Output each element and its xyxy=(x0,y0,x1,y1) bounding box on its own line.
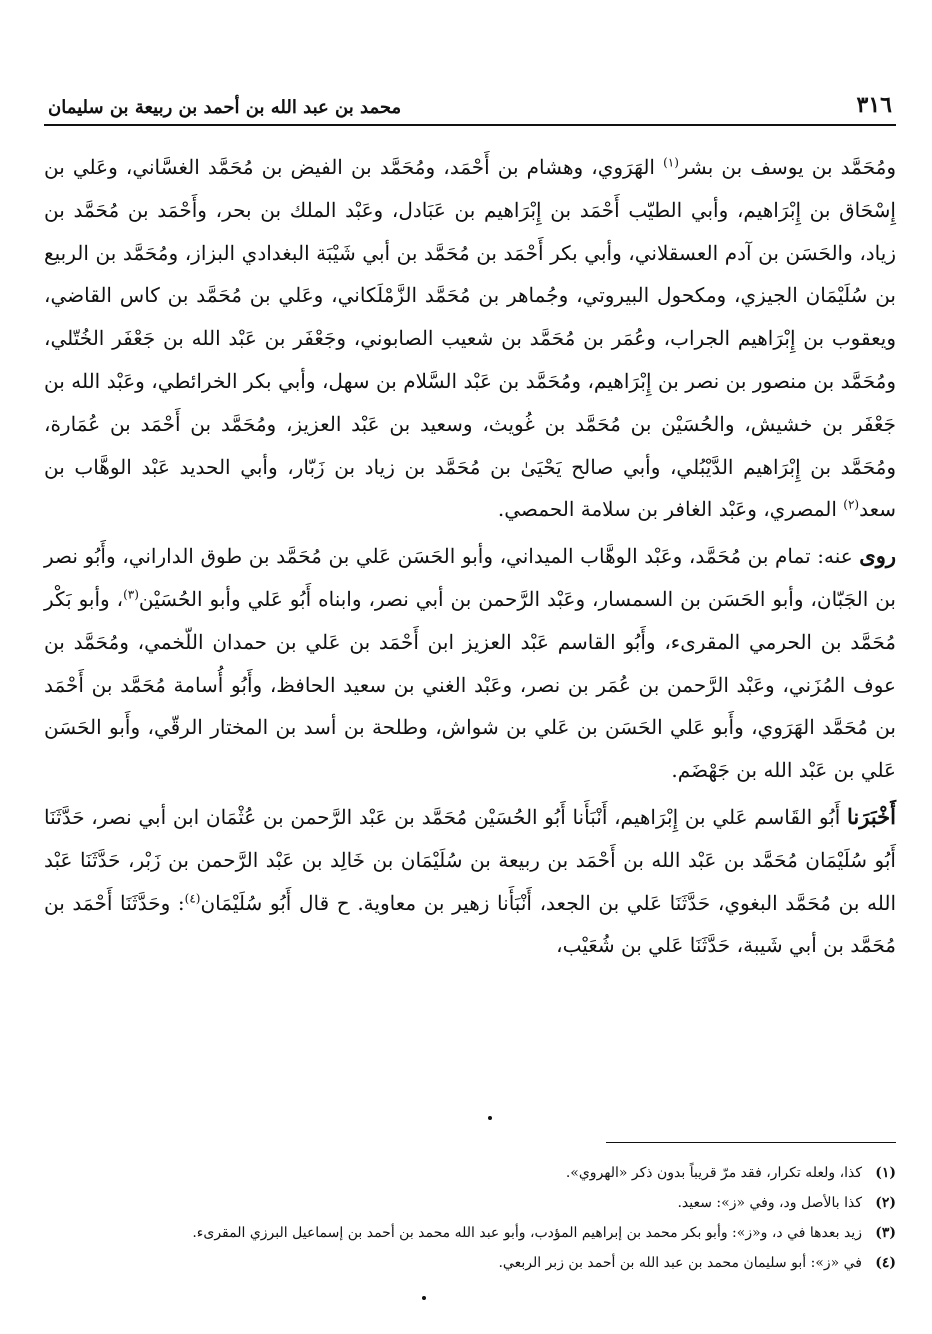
footnote-4 xyxy=(44,1250,896,1277)
footnote-1 xyxy=(44,1160,896,1187)
text-run: الهَرَوي، وهشام بن أَحْمَد، ومُحَمَّد بن الفيض بن مُحَمَّد الغسَّاني، وعَلي بن إِسْحَاق بن إِبْرَاهيم، وأبي الطيّب أَحْمَد بن إِبْرَاهيم بن عَبَادل، وعَبْد الملك بن بحر، وأَحْمَد بن مُحَمَّد بن زياد، والحَسَن بن آدم العسقلاني، وأبي بكر أَحْمَد بن مُحَمَّد بن أبي شَيْبَة البغدادي البزاز، ومُحَمَّد بن الربيع بن سُلَيْمَان الجيزي، ومكحول البيروتي، وجُماهر بن مُحَمَّد الزَّمْلَكاني، وعَلي بن مُحَمَّد بن كاس القاضي، ويعقوب بن إِبْرَاهيم الجراب، وعُمَر بن مُحَمَّد بن شعيب الصابوني، وجَعْفَر بن عَبْد الله بن جَعْفَر الخُتّلي، ومُحَمَّد بن منصور بن نصر بن إِبْرَاهيم، ومُحَمَّد بن عَبْد السَّلام بن سهل، وأبي بكر الخرائطي، وعَبْد الله بن جَعْفَر بن خشيش، والحُسَيْن بن مُحَمَّد بن غُويث، وسعيد بن عَبْد العزيز، ومُحَمَّد بن أَحْمَد بن عُمَارة، ومُحَمَّد بن إِبْرَاهيم الدَّيْبُلي، وأبي صالح يَحْيَىٰ بن مُحَمَّد بن زياد بن زَبّار، وأبي الحديد عَبْد الوهَّاب بن سعد xyxy=(44,155,896,522)
text-run: ، وأبو بَكْر مُحَمَّد بن الحرمي المقرىء، وأَبُو القاسم عَبْد العزيز ابن أَحْمَد بن عَلي بن حمدان اللّخمي، ومُحَمَّد بن عوف المُزَني، وعَبْد الرَّحمن بن عُمَر بن نصر، وعَبْد الغني بن سعيد الحافظ، وأَبُو أُسامة مُحَمَّد بن أَحْمَد بن مُحَمَّد الهَرَوي، وأَبو عَلي الحَسَن بن عَلي بن شواش، وطلحة بن أسد بن المختار الرقّي، وأَبو الحَسَن عَلي بن عَبْد الله بن جَهْضَم. xyxy=(44,586,896,783)
lead-word-rawa: روى xyxy=(859,543,896,569)
text-run: أَبُو القَاسم عَلي بن إِبْرَاهيم، أَنْبَأَنا أَبُو الحُسَيْن مُحَمَّد بن عَبْد الرَّحمن بن عُثْمَان ابن أبي نصر، حَدَّثَنَا أَبُو سُلَيْمَان مُحَمَّد بن عَبْد الله بن أَحْمَد بن ربيعة بن سُلَيْمَان بن خَالِد بن عَبْد الرَّحمن بن زَبْر، حَدَّثَنَا عَبْد الله بن مُحَمَّد البغوي، حَدَّثَنَا عَلي بن الجعد، أَنْبَأَنا زهير بن معاوية. ح قال أَبُو سُلَيْمَان xyxy=(44,804,897,915)
footnote-text: كذا، ولعله تكرار، فقد مرّ قريباً بدون ذكر «الهروي». xyxy=(565,1165,862,1181)
text-run: : وحَدَّثَنَا أَحْمَد بن مُحَمَّد بن أبي شَيبة، حَدَّثَنَا عَلي بن شُعَيْب، xyxy=(44,890,896,958)
book-page xyxy=(44,82,896,1312)
paragraph-isnad xyxy=(44,796,896,967)
ink-dot xyxy=(422,1296,426,1300)
lead-word-akhbarana: أَخْبَرَنا xyxy=(847,803,896,829)
text-run: المصري، وعَبْد الغافر بن سلامة الحمصي. xyxy=(497,497,844,522)
footnote-divider xyxy=(606,1142,896,1143)
main-text xyxy=(44,146,896,967)
footnote-ref-3[interactable]: (٣) xyxy=(123,587,139,602)
running-head xyxy=(44,82,896,126)
footnote-number: (٣) xyxy=(875,1225,896,1241)
paragraph-teachers xyxy=(44,146,896,531)
footnote-ref-1[interactable]: (١) xyxy=(663,155,679,170)
footnote-number: (٢) xyxy=(875,1195,896,1211)
footnote-text: زيد بعدها في د، و«ز»: وأبو بكر محمد بن إبراهيم المؤدب، وأبو عبد الله محمد بن أحمد بن إسماعيل البرزي المقرىء. xyxy=(192,1225,862,1241)
running-title: محمد بن عبد الله بن أحمد بن ربيعة بن سليمان xyxy=(48,97,402,118)
footnote-ref-2[interactable]: (٢) xyxy=(843,497,860,512)
ink-dot xyxy=(488,1116,492,1120)
paragraph-narrators xyxy=(44,535,896,792)
footnote-2 xyxy=(44,1190,896,1217)
page-number: ٣١٦ xyxy=(856,92,892,118)
footnote-number: (١) xyxy=(875,1165,896,1181)
footnote-3 xyxy=(44,1220,896,1247)
footnote-text: كذا بالأصل ود، وفي «ز»: سعيد. xyxy=(677,1195,862,1211)
footnotes xyxy=(44,1160,896,1280)
footnote-text: في «ز»: أبو سليمان محمد بن عبد الله بن أحمد بن زبر الربعي. xyxy=(498,1255,862,1271)
text-run: ومُحَمَّد بن يوسف بن بشر xyxy=(678,155,896,179)
footnote-number: (٤) xyxy=(875,1255,896,1271)
footnote-ref-4[interactable]: (٤) xyxy=(184,890,201,905)
text-run: عنه: تمام بن مُحَمَّد، وعَبْد الوهَّاب الميداني، وأبو الحَسَن عَلي بن مُحَمَّد بن طوق الداراني، وأَبُو نصر بن الجَبّان، وأبو الحَسَن بن السمسار، وعَبْد الرَّحمن بن أبي نصر، وابناه أَبُو عَلي وأبو الحُسَيْن xyxy=(44,544,896,611)
